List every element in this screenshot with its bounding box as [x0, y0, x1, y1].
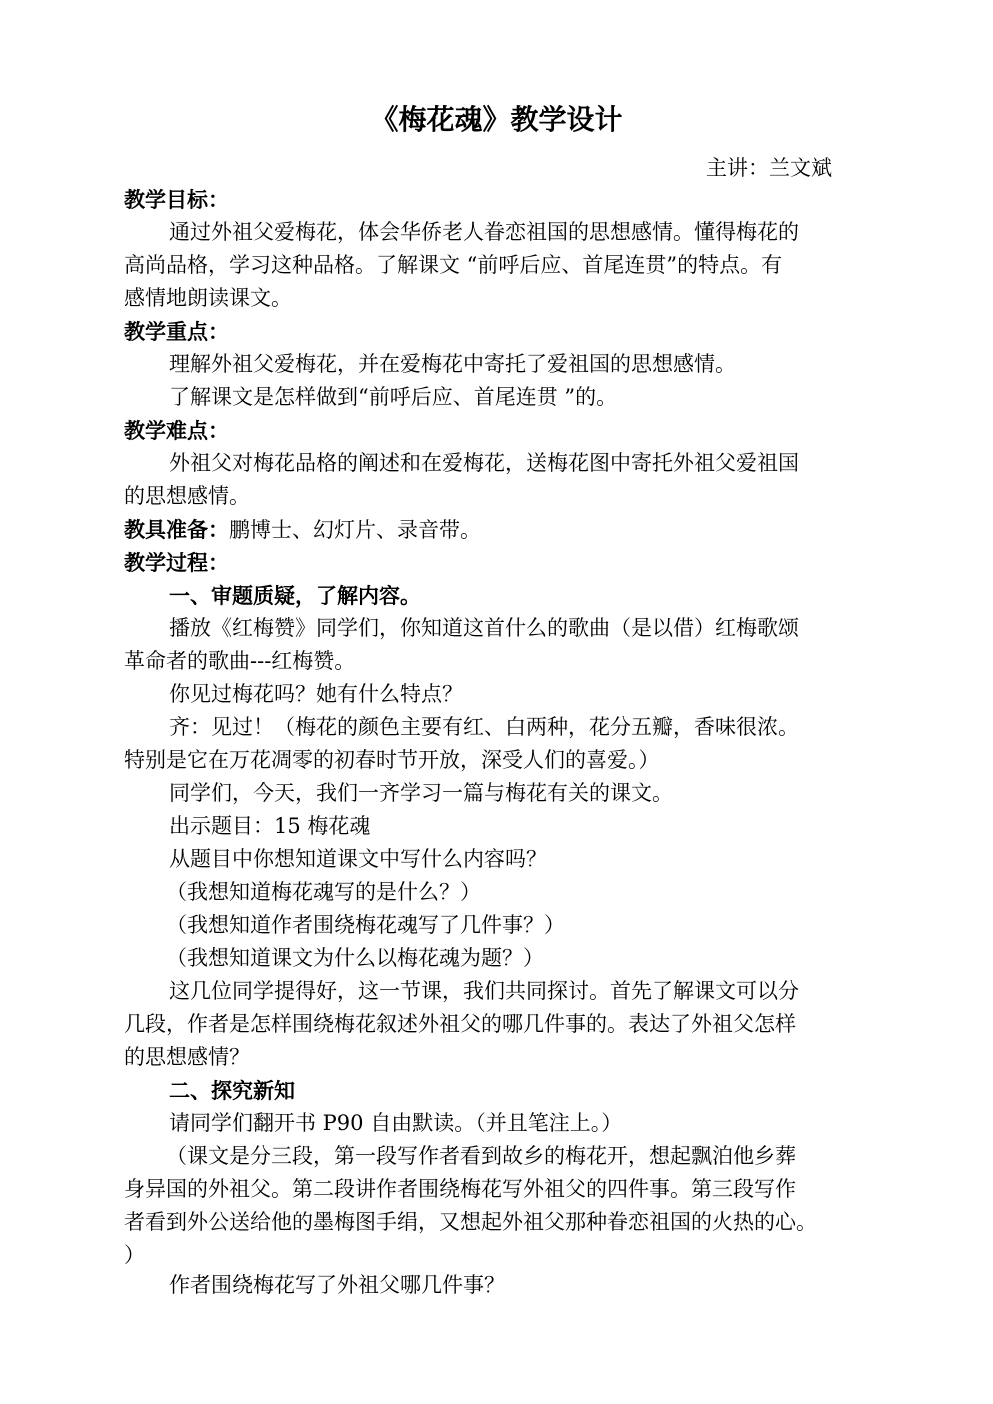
part1-line-5: 特别是它在万花凋零的初春时节开放，深受人们的喜爱。）	[124, 748, 660, 772]
part2-line-3: 身异国的外祖父。第二段讲作者围绕梅花写外祖父的四件事。第三段写作	[124, 1177, 796, 1201]
part1-line-13: 几段，作者是怎样围绕梅花叙述外祖父的哪几件事的。表达了外祖父怎样	[124, 1012, 796, 1036]
part2-line-1: 请同学们翻开书 P90 自由默读。（并且笔注上。）	[169, 1111, 623, 1135]
difficulty-heading: 教学难点：	[124, 418, 229, 443]
part1-line-14: 的思想感情？	[124, 1045, 250, 1069]
document-body	[124, 183, 872, 1302]
part1-line-9: （我想知道梅花魂写的是什么？）	[166, 880, 481, 904]
part1-line-8: 从题目中你想知道课文中写什么内容吗？	[169, 847, 547, 871]
part1-line-12: 这几位同学提得好，这一节课，我们共同探讨。首先了解课文可以分	[169, 979, 799, 1003]
focus-line-1: 理解外祖父爱梅花，并在爱梅花中寄托了爱祖国的思想感情。	[169, 352, 736, 376]
part2-line-4: 者看到外公送给他的墨梅图手绢，又想起外祖父那种眷恋祖国的火热的心。	[124, 1210, 817, 1234]
part2-heading: 二、探究新知	[169, 1078, 295, 1103]
part2-line-2: （课文是分三段，第一段写作者看到故乡的梅花开，想起飘泊他乡葬	[166, 1144, 796, 1168]
part1-line-10: （我想知道作者围绕梅花魂写了几件事？）	[166, 913, 565, 937]
part1-line-7: 出示题目：15 梅花魂	[169, 814, 371, 838]
focus-line-2: 了解课文是怎样做到“前呼后应、首尾连贯 ”的。	[169, 385, 618, 409]
tools-line	[124, 513, 872, 546]
part1-line-2: 革命者的歌曲---红梅赞。	[124, 649, 356, 673]
part1-line-3: 你见过梅花吗？她有什么特点？	[169, 682, 463, 706]
difficulty-line-2: 的思想感情。	[124, 484, 250, 508]
part1-line-4: 齐：见过！（梅花的颜色主要有红、白两种，花分五瓣，香味很浓。	[169, 715, 799, 739]
difficulty-line-1: 外祖父对梅花品格的阐述和在爱梅花，送梅花图中寄托外祖父爱祖国	[169, 451, 799, 475]
goals-heading: 教学目标：	[124, 187, 229, 212]
part1-line-1: 播放《红梅赞》同学们，你知道这首什么的歌曲（是以借）红梅歌颂	[169, 616, 799, 640]
part1-line-6: 同学们，今天，我们一齐学习一篇与梅花有关的课文。	[169, 781, 673, 805]
goals-line-2: 高尚品格，学习这种品格。了解课文 “前呼后应、首尾连贯”的特点。有	[124, 253, 783, 277]
tools-heading: 教具准备：	[124, 517, 229, 542]
document-title: 《梅花魂》教学设计	[370, 103, 623, 136]
part2-line-6: 作者围绕梅花写了外祖父哪几件事？	[169, 1273, 505, 1297]
process-heading: 教学过程：	[124, 550, 229, 575]
part1-heading: 一、审题质疑，了解内容。	[169, 583, 421, 608]
tools-text: 鹏博士、幻灯片、录音带。	[229, 518, 481, 542]
focus-heading: 教学重点：	[124, 319, 229, 344]
part1-line-11: （我想知道课文为什么以梅花魂为题？）	[166, 946, 544, 970]
goals-line-1: 通过外祖父爱梅花，体会华侨老人眷恋祖国的思想感情。懂得梅花的	[169, 220, 799, 244]
author-line: 主讲：兰文斌	[706, 156, 832, 180]
goals-line-3: 感情地朗读课文。	[124, 286, 292, 310]
part2-line-5: ）	[124, 1243, 145, 1267]
